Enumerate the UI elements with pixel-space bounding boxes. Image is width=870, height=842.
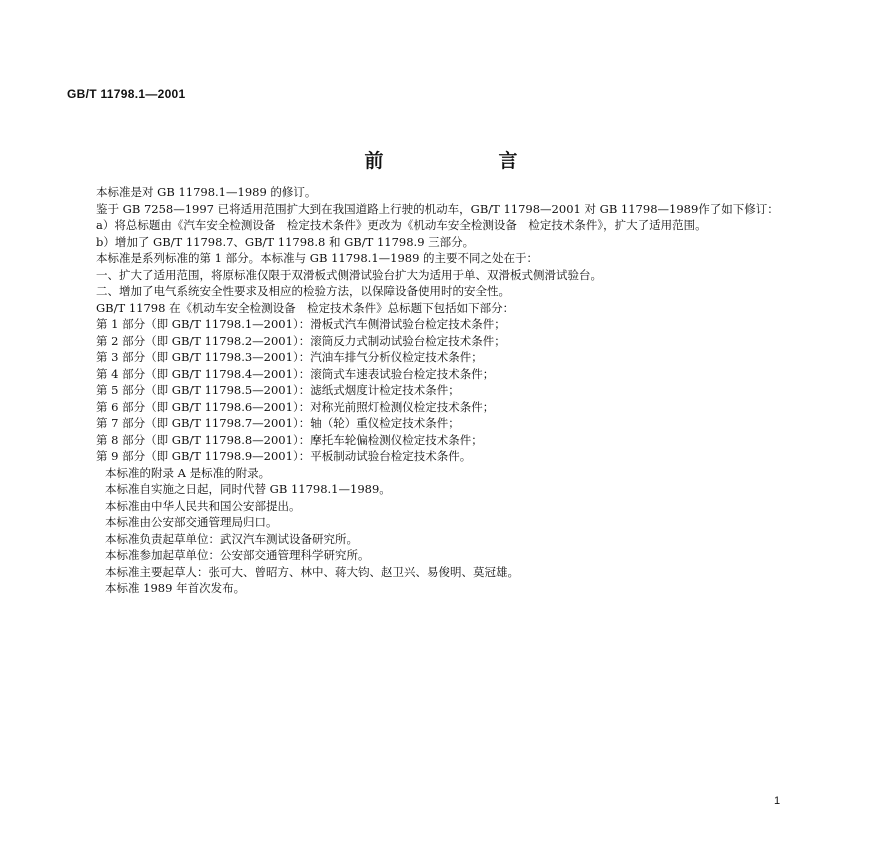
paragraph-parts-intro: GB/T 11798 在《机动车安全检测设备 检定技术条件》总标题下包括如下部分： — [96, 300, 515, 315]
paragraph-participating-unit: 本标准参加起草单位：公安部交通管理科学研究所。 — [105, 548, 370, 562]
list-item-part-4: 第 4 部分（即 GB/T 11798.4—2001）：滚筒式车速表试验台检定技术条件； — [96, 366, 495, 381]
list-item-part-1: 第 1 部分（即 GB/T 11798.1—2001）：滑板式汽车侧滑试验台检定技术条件； — [96, 317, 506, 331]
paragraph-difference-1: 一、扩大了适用范围，将原标准仅限于双滑板式侧滑试验台扩大为适用于单、双滑板式侧滑试验台。 — [96, 267, 602, 282]
paragraph-revision: 本标准是对 GB 11798.1—1989 的修订。 — [96, 185, 317, 199]
paragraph-drafters: 本标准主要起草人：张可大、曾昭方、林中、蒋大钧、赵卫兴、易俊明、莫冠雄。 — [105, 564, 519, 579]
paragraph-proposer: 本标准由中华人民共和国公安部提出。 — [105, 498, 301, 513]
paragraph-replaces: 本标准自实施之日起，同时代替 GB 11798.1—1989。 — [105, 482, 391, 496]
paragraph-appendix: 本标准的附录 A 是标准的附录。 — [105, 465, 271, 480]
page-title: 前 言 — [364, 150, 566, 172]
list-item-part-3: 第 3 部分（即 GB/T 11798.3—2001）：汽油车排气分析仪检定技术条件； — [96, 350, 483, 364]
list-item-part-6: 第 6 部分（即 GB/T 11798.6—2001）：对称光前照灯检测仪检定技术条件； — [96, 399, 495, 414]
list-item-part-7: 第 7 部分（即 GB/T 11798.7—2001）：轴（轮）重仪检定技术条件； — [96, 416, 460, 430]
page-number: 1 — [774, 795, 781, 807]
standard-code: GB/T 11798.1—2001 — [67, 87, 186, 101]
list-item-part-5: 第 5 部分（即 GB/T 11798.5—2001）：滤纸式烟度计检定技术条件； — [96, 383, 460, 397]
paragraph-difference-2: 二、增加了电气系统安全性要求及相应的检验方法，以保障设备使用时的安全性。 — [96, 284, 510, 298]
document-body — [67, 184, 801, 597]
paragraph-scope: 鉴于 GB 7258—1997 已将适用范围扩大到在我国道路上行驶的机动车，GB/T 11798—2001 对 GB 11798—1989作了如下修订： — [96, 201, 779, 216]
paragraph-drafting-unit: 本标准负责起草单位：武汉汽车测试设备研究所。 — [105, 531, 358, 546]
list-item-part-8: 第 8 部分（即 GB/T 11798.8—2001）：摩托车轮偏检测仪检定技术条件； — [96, 432, 483, 447]
paragraph-series: 本标准是系列标准的第 1 部分。本标准与 GB 11798.1—1989 的主要不同之处在于： — [96, 251, 539, 265]
list-item-part-2: 第 2 部分（即 GB/T 11798.2—2001）：滚筒反力式制动试验台检定技术条件； — [96, 333, 506, 348]
paragraph-administrator: 本标准由公安部交通管理局归口。 — [105, 515, 278, 529]
list-item-part-9: 第 9 部分（即 GB/T 11798.9—2001）：平板制动试验台检定技术条件。 — [96, 449, 472, 463]
paragraph-change-a: a）将总标题由《汽车安全检测设备 检定技术条件》更改为《机动车安全检测设备 检定技术条件》，扩大了适用范围。 — [96, 218, 707, 232]
paragraph-first-issue: 本标准 1989 年首次发布。 — [105, 581, 246, 595]
paragraph-change-b: b）增加了 GB/T 11798.7、GB/T 11798.8 和 GB/T 11798.9 三部分。 — [96, 234, 475, 249]
